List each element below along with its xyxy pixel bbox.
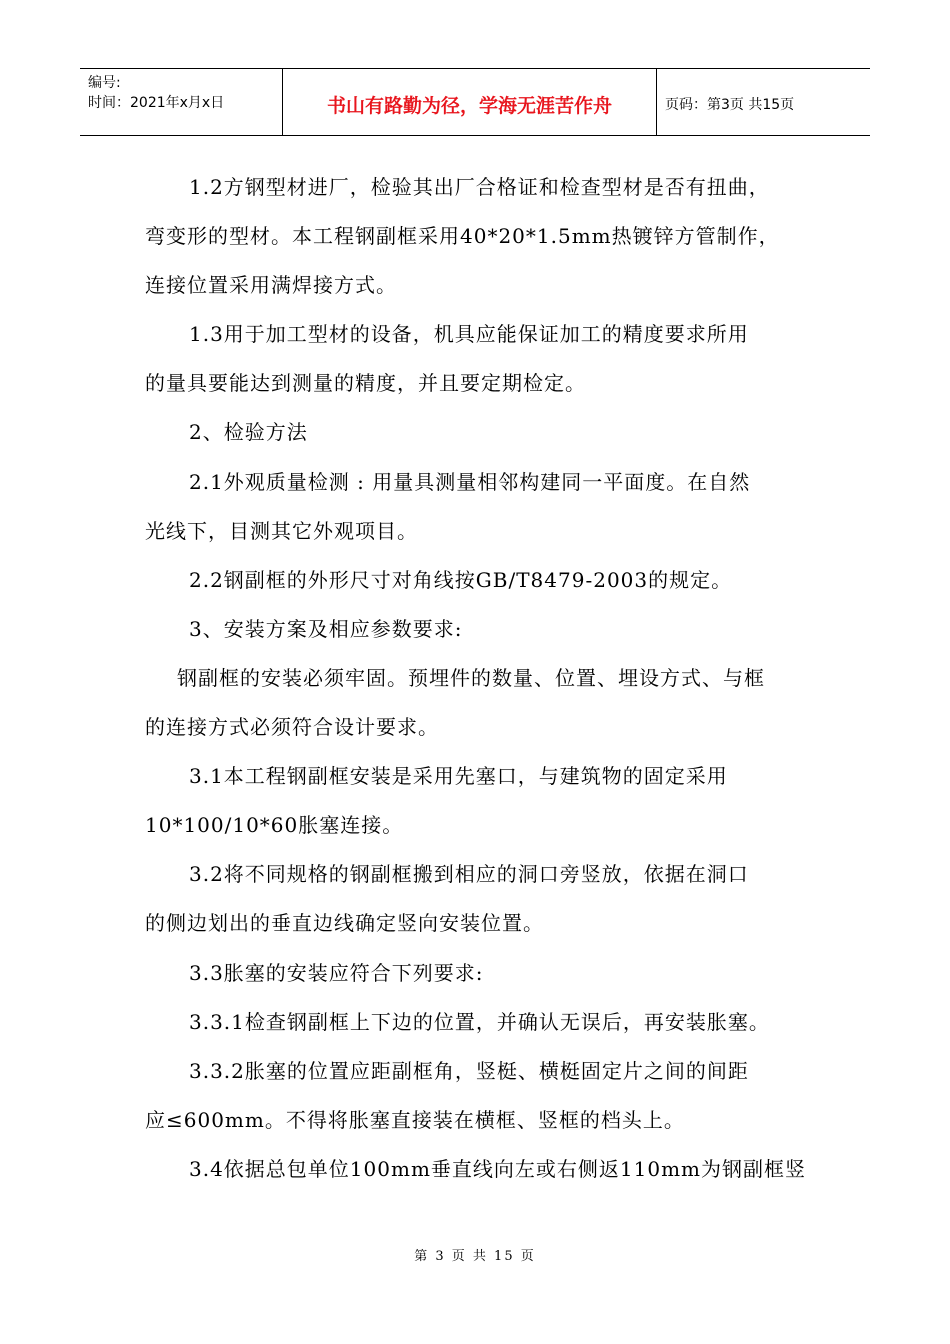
paragraph-line: 2.2钢副框的外形尺寸对角线按GB/T8479-2003的规定。 — [189, 567, 733, 592]
paragraph-line: 的量具要能达到测量的精度，并且要定期检定。 — [145, 371, 586, 396]
paragraph-line: 3.3.2胀塞的位置应距副框角，竖梃、横梃固定片之间的间距 — [189, 1058, 749, 1083]
paragraph-line: 的连接方式必须符合设计要求。 — [145, 715, 439, 740]
paragraph-line: 3.3胀塞的安装应符合下列要求: — [189, 960, 484, 985]
number-label: 编号: — [88, 75, 121, 91]
paragraph-line: 3.4依据总包单位100mm垂直线向左或右侧返110mm为钢副框竖 — [189, 1156, 807, 1181]
page-footer: 第 3 页 共 15 页 — [414, 1249, 536, 1264]
section-heading: 2、检验方法 — [189, 420, 308, 445]
paragraph-line: 3.1本工程钢副框安装是采用先塞口，与建筑物的固定采用 — [189, 764, 728, 789]
header-page-code: 页码：第3页 共15页 — [665, 97, 795, 113]
header-meta — [80, 69, 283, 135]
paragraph-line: 3.2将不同规格的钢副框搬到相应的洞口旁竖放，依据在洞口 — [189, 862, 749, 887]
paragraph-line: 连接位置采用满焊接方式。 — [145, 273, 397, 298]
section-heading: 3、安装方案及相应参数要求: — [189, 616, 463, 641]
paragraph-line: 10*100/10*60胀塞连接。 — [145, 813, 404, 838]
paragraph-line: 的侧边划出的垂直边线确定竖向安装位置。 — [145, 911, 544, 936]
document-header — [80, 68, 870, 136]
header-motto: 书山有路勤为径，学海无涯苦作舟 — [283, 69, 657, 135]
paragraph-line: 1.3用于加工型材的设备，机具应能保证加工的精度要求所用 — [189, 322, 749, 347]
paragraph-line: 光线下，目测其它外观项目。 — [145, 518, 418, 543]
paragraph-line: 2.1外观质量检测 : 用量具测量相邻构建同一平面度。在自然 — [189, 469, 751, 494]
paragraph-line: 弯变形的型材。本工程钢副框采用40*20*1.5mm热镀锌方管制作， — [145, 224, 780, 249]
paragraph-line: 钢副框的安装必须牢固。预埋件的数量、位置、埋设方式、与框 — [177, 665, 765, 690]
paragraph-line: 应≤600mm。不得将胀塞直接装在横框、竖框的档头上。 — [145, 1107, 685, 1132]
time-label: 时间：2021年x月x日 — [88, 95, 225, 111]
paragraph-line: 3.3.1检查钢副框上下边的位置，并确认无误后，再安装胀塞。 — [189, 1009, 770, 1034]
document-body — [145, 163, 813, 1194]
paragraph-line: 1.2方钢型材进厂，检验其出厂合格证和检查型材是否有扭曲， — [189, 175, 770, 199]
